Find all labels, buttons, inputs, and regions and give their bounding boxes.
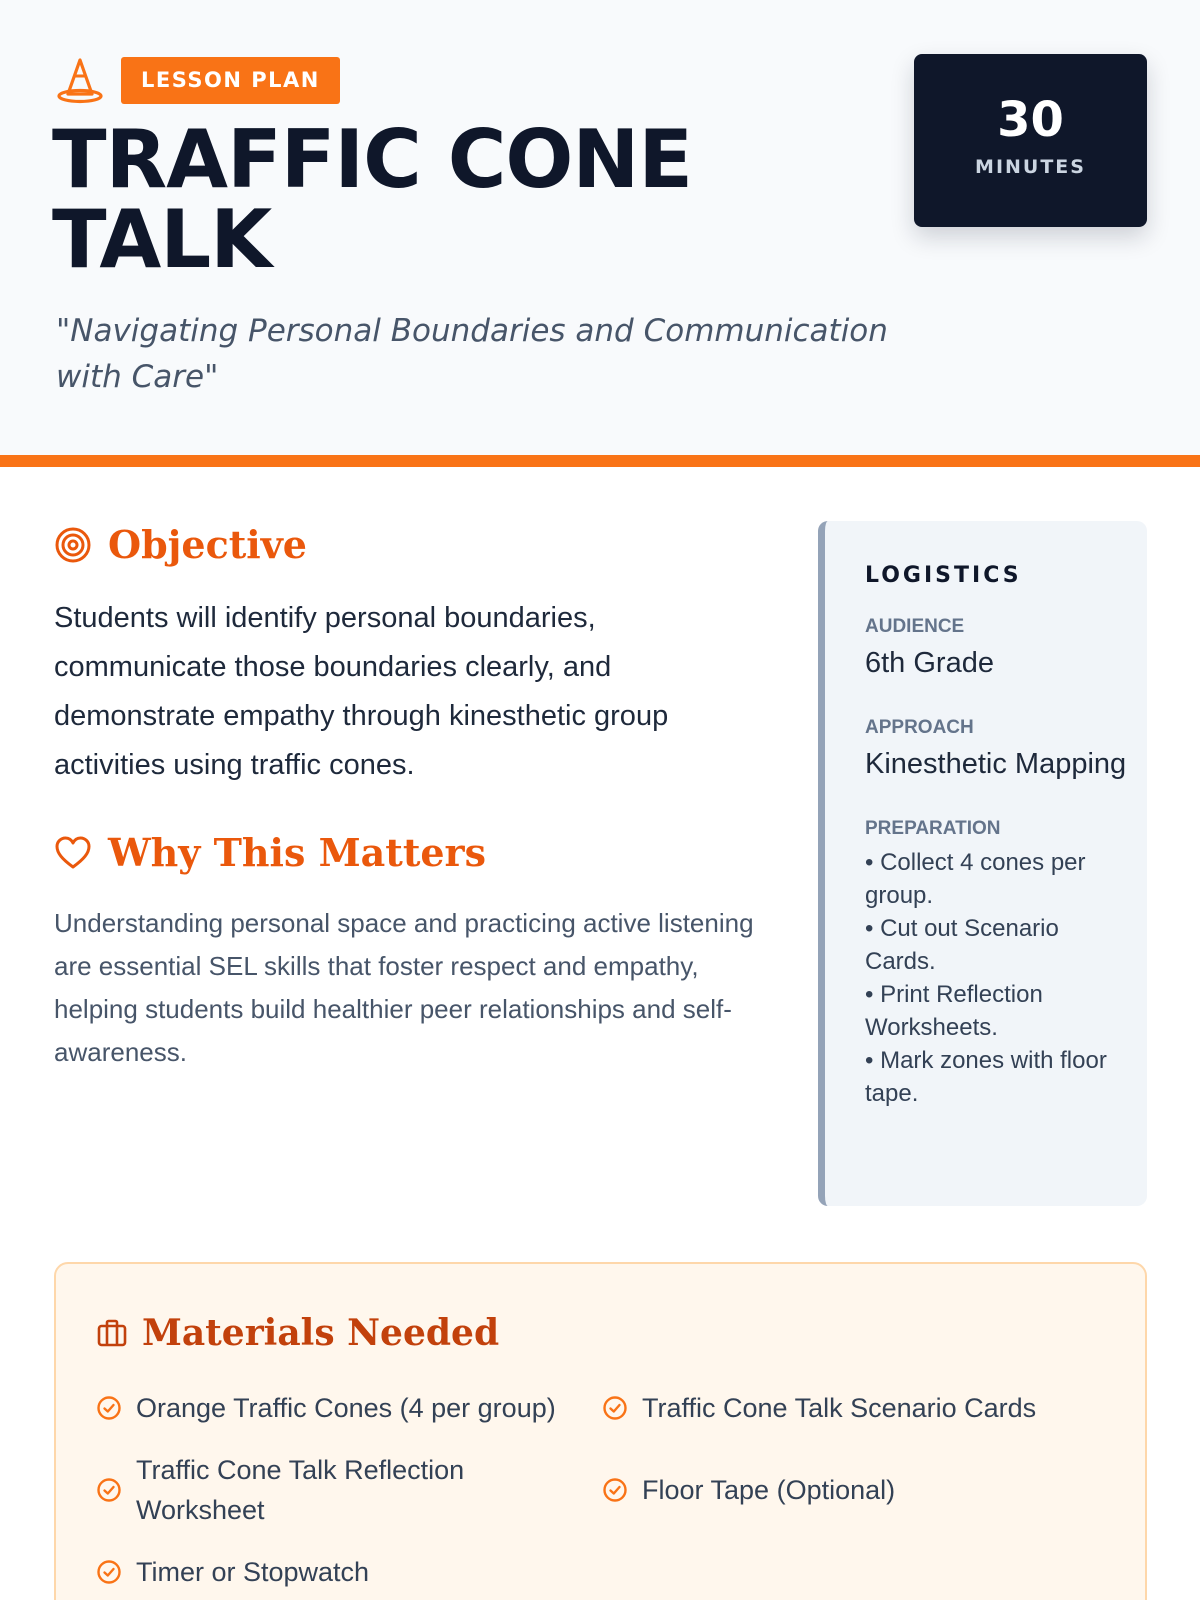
page-subtitle: "Navigating Personal Boundaries and Communication with Care" [56, 313, 888, 395]
material-label: Traffic Cone Talk Reflection Worksheet [136, 1455, 465, 1525]
why-text: Understanding personal space and practicing active listening are essential SEL skills that foster respect and empathy, helping students build healthier peer relationships and self-awareness. [54, 908, 754, 1067]
lesson-plan-badge: LESSON PLAN [121, 57, 340, 104]
objective-heading [54, 522, 307, 567]
materials-heading [96, 1312, 499, 1354]
logistics-panel [818, 521, 1147, 1206]
check-circle-icon [96, 1559, 122, 1585]
lesson-header [0, 0, 1200, 455]
materials-card [54, 1262, 1147, 1600]
list-item [602, 1376, 1106, 1440]
header-divider [0, 455, 1200, 467]
check-circle-icon [96, 1395, 122, 1421]
preparation-item: • Print Reflection Worksheets. [865, 981, 1043, 1041]
list-item [96, 1450, 602, 1530]
materials-list [96, 1376, 1106, 1600]
preparation-item: • Cut out Scenario Cards. [865, 915, 1059, 975]
duration-value: 30 [997, 92, 1064, 148]
preparation-list [865, 846, 1127, 1110]
why-heading [54, 830, 486, 875]
material-label: Orange Traffic Cones (4 per group) [136, 1393, 556, 1423]
material-label: Timer or Stopwatch [136, 1557, 370, 1587]
page-title: TRAFFIC CONE TALK [52, 113, 693, 286]
duration-unit: MINUTES [975, 156, 1086, 178]
material-label: Traffic Cone Talk Scenario Cards [642, 1393, 1037, 1423]
approach-value: Kinesthetic Mapping [865, 748, 1127, 780]
preparation-item: • Mark zones with floor tape. [865, 1047, 1107, 1107]
target-icon [54, 526, 92, 564]
objective-text: Students will identify personal boundaries, communicate those boundaries clearly, and demonstrate empathy through kinesthetic group activities using traffic cones. [54, 602, 669, 781]
duration-card [914, 54, 1147, 227]
traffic-cone-icon [56, 56, 104, 104]
check-circle-icon [602, 1477, 628, 1503]
list-item [96, 1376, 602, 1440]
approach-label: APPROACH [865, 717, 974, 738]
audience-label: AUDIENCE [865, 616, 965, 637]
materials-title: Materials Needed [142, 1312, 500, 1354]
list-item [602, 1450, 1106, 1530]
preparation-item: • Collect 4 cones per group. [865, 849, 1086, 909]
heart-icon [54, 834, 92, 872]
objective-title: Objective [108, 522, 307, 567]
check-circle-icon [96, 1477, 122, 1503]
why-title: Why This Matters [108, 830, 486, 875]
check-circle-icon [602, 1395, 628, 1421]
preparation-label: PREPARATION [865, 818, 1001, 839]
list-item [96, 1540, 602, 1600]
logistics-title: LOGISTICS [865, 563, 1022, 588]
material-label: Floor Tape (Optional) [642, 1475, 896, 1505]
audience-value: 6th Grade [865, 647, 994, 679]
briefcase-icon [96, 1317, 128, 1349]
